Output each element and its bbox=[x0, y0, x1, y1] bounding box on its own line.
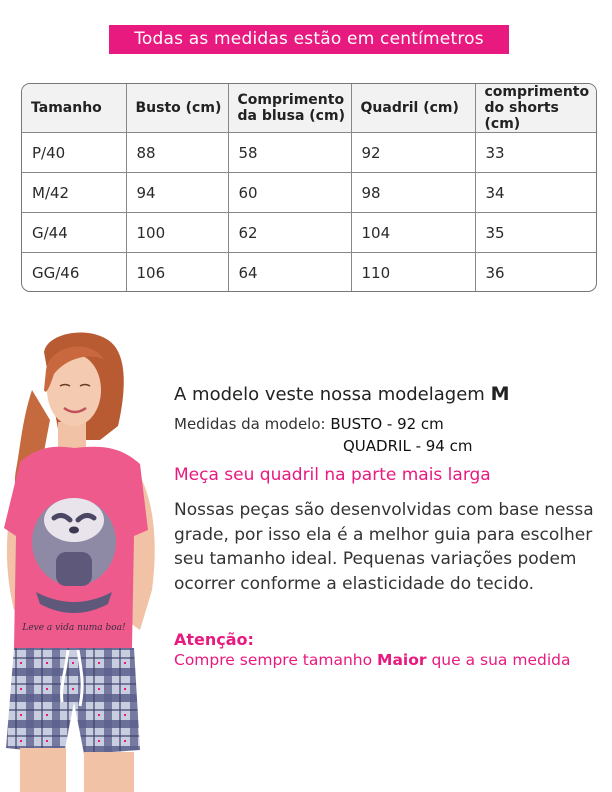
units-banner: Todas as medidas estão em centímetros bbox=[109, 25, 509, 54]
cell-hip: 110 bbox=[351, 253, 475, 293]
model-size-line: A modelo veste nossa modelagem M bbox=[174, 383, 510, 405]
table-row bbox=[22, 173, 596, 213]
header-shorts-length: comprimento do shorts (cm) bbox=[475, 84, 596, 133]
attention-text: Compre sempre tamanho Maior que a sua medida bbox=[174, 651, 571, 669]
table-row bbox=[22, 253, 596, 293]
header-blouse-length: Comprimento da blusa (cm) bbox=[228, 84, 351, 133]
table-row bbox=[22, 213, 596, 253]
cell-blouse-length: 60 bbox=[228, 173, 351, 213]
cell-size: GG/46 bbox=[22, 253, 126, 293]
cell-shorts-length: 35 bbox=[475, 213, 596, 253]
hip-measure-tip: Meça seu quadril na parte mais larga bbox=[174, 465, 491, 485]
cell-hip: 92 bbox=[351, 133, 475, 173]
attention-title: Atenção: bbox=[174, 630, 254, 649]
cell-blouse-length: 58 bbox=[228, 133, 351, 173]
cell-shorts-length: 33 bbox=[475, 133, 596, 173]
cell-size: M/42 bbox=[22, 173, 126, 213]
cell-size: G/44 bbox=[22, 213, 126, 253]
size-guide-paragraph: Nossas peças são desenvolvidas com base nessa grade, por isso ela é a melhor guia para escolher seu tamanho ideal. Pequenas variações podem ocorrer conforme a elasticidade do tecido. bbox=[174, 500, 594, 594]
cell-shorts-length: 34 bbox=[475, 173, 596, 213]
header-size: Tamanho bbox=[22, 84, 126, 133]
cell-bust: 106 bbox=[126, 253, 228, 293]
model-measures-hip: QUADRIL - 94 cm bbox=[343, 437, 473, 455]
model-photo bbox=[0, 330, 175, 792]
cell-bust: 100 bbox=[126, 213, 228, 253]
table-header-row bbox=[22, 84, 596, 133]
size-chart-table bbox=[21, 83, 597, 292]
cell-shorts-length: 36 bbox=[485, 263, 505, 282]
cell-size: P/40 bbox=[22, 133, 126, 173]
header-bust: Busto (cm) bbox=[126, 84, 228, 133]
cell-bust: 94 bbox=[126, 173, 228, 213]
cell-blouse-length: 62 bbox=[228, 213, 351, 253]
cell-bust: 88 bbox=[126, 133, 228, 173]
header-hip: Quadril (cm) bbox=[351, 84, 475, 133]
table-row bbox=[22, 133, 596, 173]
cell-blouse-length: 64 bbox=[228, 253, 351, 293]
cell-hip: 98 bbox=[351, 173, 475, 213]
shirt-print-text: Leve a vida numa boa! bbox=[22, 623, 126, 633]
cell-hip: 104 bbox=[351, 213, 475, 253]
model-measures-bust: Medidas da modelo: BUSTO - 92 cm bbox=[174, 415, 444, 433]
